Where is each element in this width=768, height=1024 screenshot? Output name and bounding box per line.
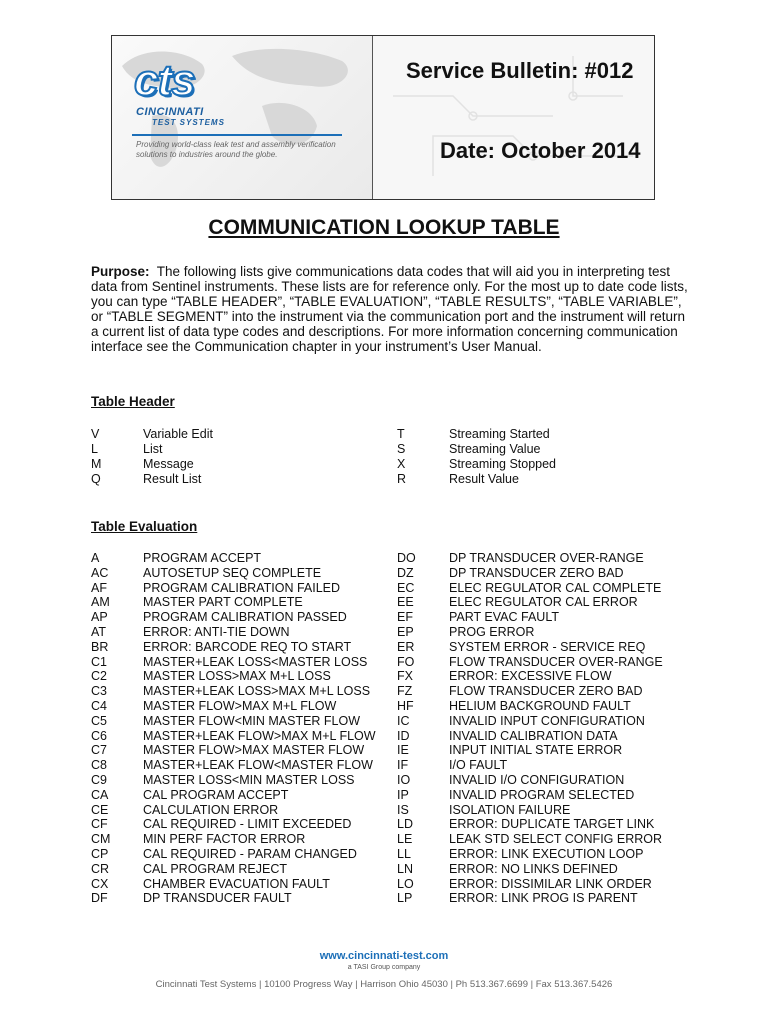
code-value: AC — [91, 565, 109, 580]
page-title: COMMUNICATION LOOKUP TABLE — [208, 216, 560, 239]
code-description: MASTER FLOW<MIN MASTER FLOW — [143, 713, 361, 728]
code-description: CAL REQUIRED - PARAM CHANGED — [143, 847, 357, 861]
code-description: DP TRANSDUCER FAULT — [143, 891, 292, 906]
code-description: MASTER+LEAK FLOW>MAX M+L FLOW — [143, 728, 376, 743]
code-description: MASTER FLOW>MAX MASTER FLOW — [143, 743, 365, 758]
code-value: Q — [91, 472, 101, 486]
code-description: Result List — [143, 472, 202, 486]
code-description: MASTER+LEAK LOSS>MAX M+L LOSS — [143, 684, 371, 699]
code-description: HELIUM BACKGROUND FAULT — [449, 699, 631, 713]
table-evaluation-heading: Table Evaluation — [91, 519, 198, 534]
code-description: Streaming Started — [449, 427, 550, 441]
code-description: ELEC REGULATOR CAL ERROR — [449, 595, 638, 610]
code-value: L — [91, 442, 98, 456]
code-value: V — [91, 427, 100, 441]
code-description: List — [143, 442, 163, 456]
code-description: ERROR: DISSIMILAR LINK ORDER — [449, 876, 652, 891]
code-description: ERROR: DUPLICATE TARGET LINK — [449, 817, 655, 832]
code-description: Message — [143, 457, 194, 471]
header-logo-panel — [112, 36, 373, 199]
code-value: IO — [397, 773, 411, 787]
code-value: CR — [91, 861, 110, 876]
code-value: LP — [397, 891, 413, 906]
purpose-paragraph — [91, 264, 691, 354]
code-description: CAL PROGRAM REJECT — [143, 861, 288, 876]
code-value: CP — [91, 847, 109, 861]
code-value: X — [397, 457, 406, 471]
company-tagline: Providing world-class leak test and assembly verification solutions to industries around the globe. — [136, 140, 336, 159]
footer-parent-company: a TASI Group company — [347, 964, 421, 971]
code-value: AM — [91, 595, 110, 610]
code-description: PROGRAM ACCEPT — [143, 551, 262, 565]
code-value: C8 — [91, 758, 107, 773]
code-description: SYSTEM ERROR - SERVICE REQ — [449, 639, 646, 654]
code-value: LD — [397, 817, 413, 832]
code-description: INVALID I/O CONFIGURATION — [449, 773, 625, 787]
code-description: MASTER+LEAK LOSS<MASTER LOSS — [143, 654, 368, 669]
table-header-heading: Table Header — [91, 394, 175, 409]
code-value: C1 — [91, 654, 107, 669]
code-value: C7 — [91, 743, 107, 758]
code-value: IS — [397, 802, 409, 817]
code-value: LO — [397, 876, 414, 891]
code-description: Streaming Stopped — [449, 457, 557, 471]
code-description: I/O FAULT — [449, 758, 508, 773]
code-value: CA — [91, 787, 109, 802]
code-value: AP — [91, 610, 108, 625]
code-value: AF — [91, 580, 107, 595]
code-value: EC — [397, 580, 415, 595]
code-description: INPUT INITIAL STATE ERROR — [449, 743, 623, 758]
code-description: DP TRANSDUCER ZERO BAD — [449, 565, 624, 580]
code-description: ERROR: NO LINKS DEFINED — [449, 861, 618, 876]
code-value: M — [91, 457, 102, 471]
code-description: ERROR: BARCODE REQ TO START — [143, 639, 352, 654]
code-description: Result Value — [449, 472, 519, 486]
code-value: EF — [397, 610, 413, 625]
code-description: ELEC REGULATOR CAL COMPLETE — [449, 580, 662, 595]
code-value: CX — [91, 876, 109, 891]
company-name-sub: TEST SYSTEMS — [152, 118, 225, 127]
code-description: MASTER PART COMPLETE — [143, 595, 303, 610]
code-value: HF — [397, 699, 414, 713]
code-value: CF — [91, 817, 108, 832]
service-bulletin-number: Service Bulletin: #012 — [406, 58, 634, 83]
code-description: ERROR: EXCESSIVE FLOW — [449, 669, 612, 684]
code-description: LEAK STD SELECT CONFIG ERROR — [449, 832, 663, 847]
code-value: DO — [397, 551, 416, 565]
code-value: IE — [397, 743, 409, 758]
code-description: Variable Edit — [143, 427, 213, 441]
code-description: INVALID PROGRAM SELECTED — [449, 787, 635, 802]
purpose-text: The following lists give communications data codes that will aid you in interpreting test data from Sentinel instruments. These lists are for reference only. For the most up to date code lists, you can type “TABLE HEADER”, “TABLE EVALUATION”, “TABLE RESULTS”, “TABLE VARIABLE”, or “TABLE SEGMENT” into the instrument via the communication port and the instrument will return a current list of data type codes and descriptions. For more information concerning communication interface see the Communication chapter in your instrument’s User Manual. — [91, 264, 688, 354]
code-value: C2 — [91, 669, 107, 684]
code-value: C5 — [91, 713, 107, 728]
code-value: FO — [397, 654, 415, 669]
code-value: C4 — [91, 699, 107, 713]
code-description: CALCULATION ERROR — [143, 802, 279, 817]
code-description: PART EVAC FAULT — [449, 610, 559, 625]
code-value: IC — [397, 713, 410, 728]
company-name: CINCINNATI — [136, 106, 204, 118]
code-description: PROG ERROR — [449, 625, 535, 639]
code-description: INVALID CALIBRATION DATA — [449, 728, 618, 743]
purpose-label: Purpose: — [91, 264, 150, 279]
code-description: CHAMBER EVACUATION FAULT — [143, 876, 330, 891]
code-description: MASTER FLOW>MAX M+L FLOW — [143, 699, 337, 713]
code-value: IP — [397, 787, 409, 802]
code-value: AT — [91, 625, 107, 639]
code-description: FLOW TRANSDUCER ZERO BAD — [449, 684, 643, 699]
code-value: LL — [397, 847, 411, 861]
code-value: CM — [91, 832, 111, 847]
code-value: T — [397, 427, 405, 441]
code-value: FX — [397, 669, 413, 684]
code-value: ER — [397, 639, 415, 654]
code-description: MIN PERF FACTOR ERROR — [143, 832, 306, 847]
code-description: FLOW TRANSDUCER OVER-RANGE — [449, 654, 663, 669]
code-value: EE — [397, 595, 414, 610]
code-value: C6 — [91, 728, 107, 743]
cts-logo: cts — [134, 56, 195, 105]
footer-website-link[interactable]: www.cincinnati-test.com — [319, 950, 449, 962]
code-description: ERROR: LINK EXECUTION LOOP — [449, 847, 644, 861]
code-description: MASTER LOSS>MAX M+L LOSS — [143, 669, 331, 684]
code-value: DF — [91, 891, 108, 906]
footer-address: Cincinnati Test Systems | 10100 Progress Way | Harrison Ohio 45030 | Ph 513.367.6699 | Fax 513.367.5426 — [155, 979, 613, 990]
code-description: Streaming Value — [449, 442, 541, 456]
code-value: EP — [397, 625, 414, 639]
code-value: R — [397, 472, 407, 486]
code-description: DP TRANSDUCER OVER-RANGE — [449, 551, 644, 565]
code-value: C9 — [91, 773, 107, 787]
code-value: LN — [397, 861, 413, 876]
code-description: PROGRAM CALIBRATION FAILED — [143, 580, 341, 595]
code-value: S — [397, 442, 406, 456]
code-description: CAL REQUIRED - LIMIT EXCEEDED — [143, 817, 352, 832]
code-description: CAL PROGRAM ACCEPT — [143, 787, 289, 802]
code-description: MASTER LOSS<MIN MASTER LOSS — [143, 773, 355, 787]
code-value: FZ — [397, 684, 413, 699]
code-description: PROGRAM CALIBRATION PASSED — [143, 610, 347, 625]
code-value: CE — [91, 802, 109, 817]
code-value: C3 — [91, 684, 107, 699]
code-description: INVALID INPUT CONFIGURATION — [449, 713, 645, 728]
code-description: ERROR: ANTI-TIE DOWN — [143, 625, 290, 639]
code-description: ISOLATION FAILURE — [449, 802, 571, 817]
code-description: ERROR: LINK PROG IS PARENT — [449, 891, 638, 906]
bulletin-date: Date: October 2014 — [440, 138, 641, 163]
code-value: ID — [397, 728, 410, 743]
code-description: AUTOSETUP SEQ COMPLETE — [143, 565, 322, 580]
header-banner — [111, 35, 655, 200]
code-value: LE — [397, 832, 413, 847]
code-description: MASTER+LEAK FLOW<MASTER FLOW — [143, 758, 373, 773]
code-value: A — [91, 551, 100, 565]
code-value: BR — [91, 639, 109, 654]
logo-divider — [132, 134, 342, 136]
code-value: IF — [397, 758, 409, 773]
code-value: DZ — [397, 565, 414, 580]
